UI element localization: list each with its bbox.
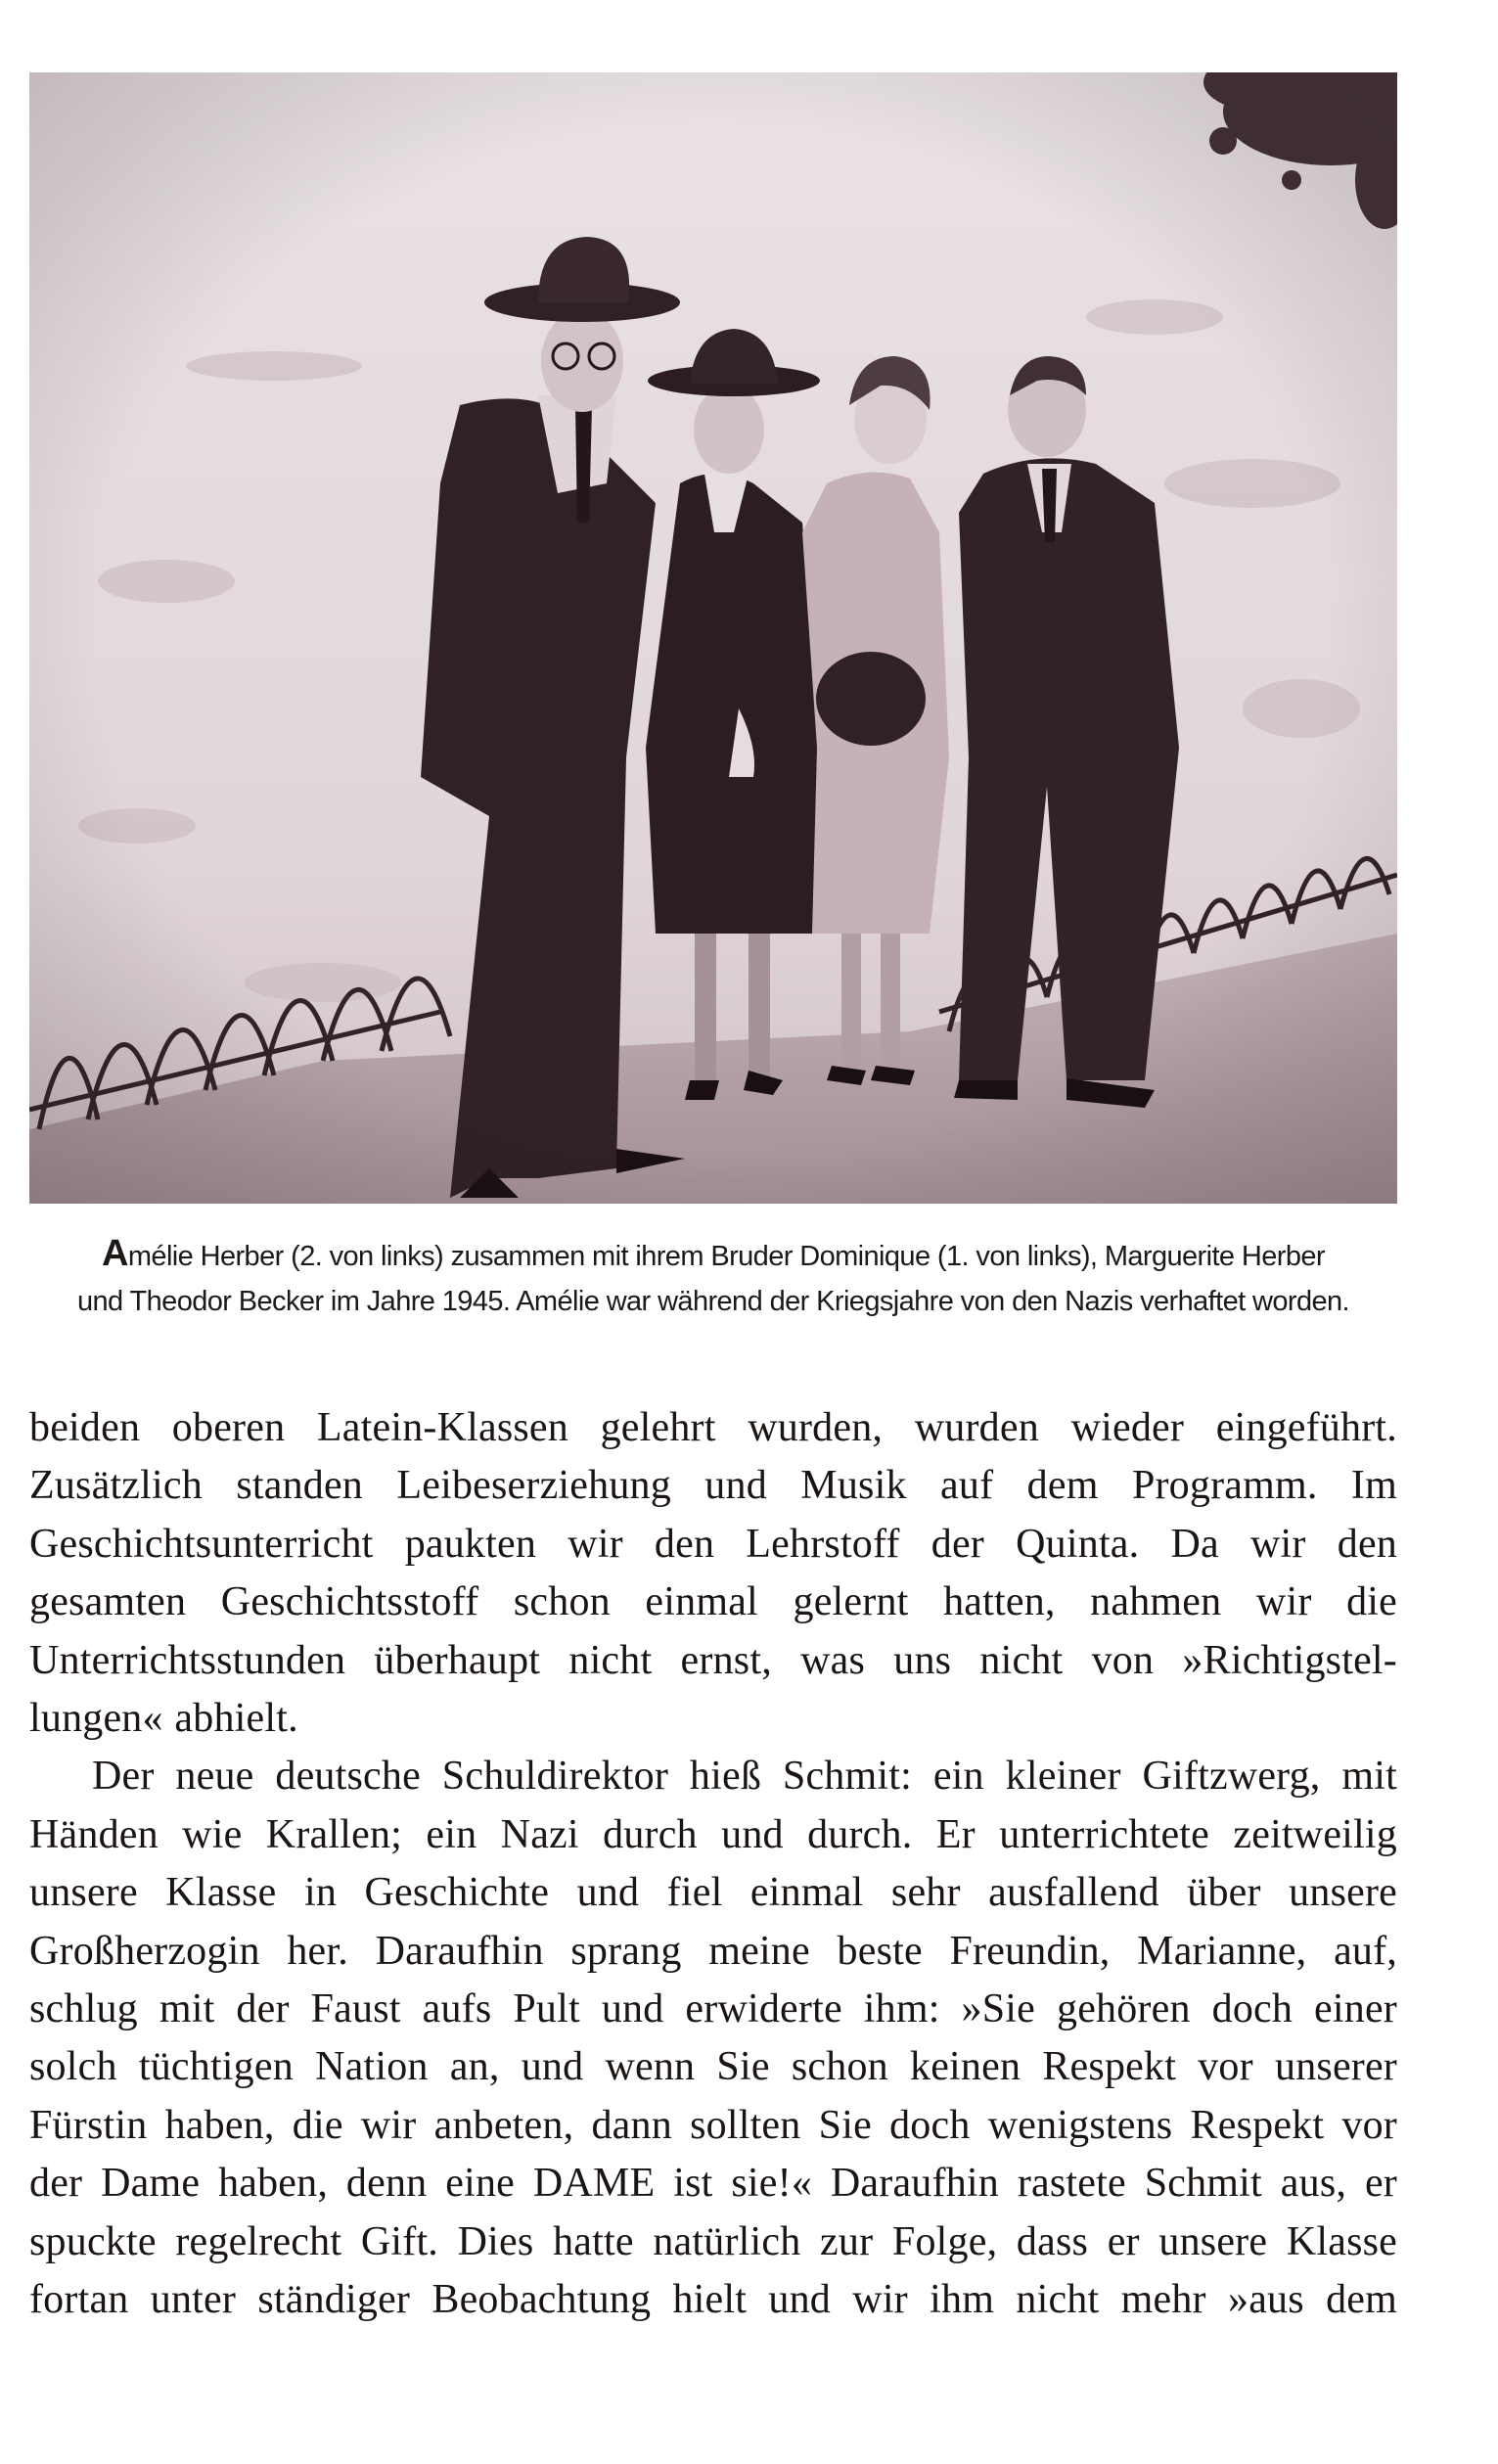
text-line: Der neue deutsche Schuldirektor hieß Schmit: ein kleiner Giftzwerg, mit <box>92 1754 1397 1800</box>
paragraph-2 <box>29 1748 1397 2329</box>
text-line: Zusätzlich standen Leibeserziehung und Musik auf dem Programm. Im <box>29 1463 1397 1509</box>
text-line: Unterrichtsstunden überhaupt nicht ernst, was uns nicht von »Richtigstel- <box>29 1637 1397 1683</box>
text-line: beiden oberen Latein-Klassen gelehrt wurden, wurden wieder eingeführt. <box>29 1405 1397 1450</box>
caption-line-1: Amélie Herber (2. von links) zusammen mit ihrem Bruder Dominique (1. von links), Marguerite Herber <box>102 1233 1325 1274</box>
text-line: Großherzogin her. Daraufhin sprang meine beste Freundin, Marianne, auf, <box>29 1928 1397 1974</box>
photo-caption <box>29 1231 1397 1324</box>
text-line: Fürstin haben, die wir anbeten, dann sollten Sie doch wenigstens Respekt vor <box>29 2102 1397 2148</box>
caption-dropcap: A <box>102 1233 128 1274</box>
body-text <box>29 1399 1397 2330</box>
text-line: spuckte regelrecht Gift. Dies hatte natürlich zur Folge, dass er unsere Klasse <box>29 2218 1397 2264</box>
text-line: Geschichtsunterricht paukten wir den Lehrstoff der Quinta. Da wir den <box>29 1521 1397 1567</box>
caption-line-2: und Theodor Becker im Jahre 1945. Amélie war während der Kriegsjahre von den Nazis verhaftet worden. <box>77 1286 1349 1317</box>
group-photo <box>29 72 1397 1204</box>
text-line: schlug mit der Faust aufs Pult und erwiderte ihm: »Sie gehören doch einer <box>29 1986 1397 2032</box>
text-line: der Dame haben, denn eine DAME ist sie!« Daraufhin rastete Schmit aus, er <box>29 2161 1397 2207</box>
text-line: fortan unter ständiger Beobachtung hielt und wir ihm nicht mehr »aus dem <box>29 2277 1397 2323</box>
text-line: Händen wie Krallen; ein Nazi durch und durch. Er unterrichtete zeitweilig <box>29 1811 1397 1857</box>
text-line: lungen« abhielt. <box>29 1696 298 1742</box>
text-line: unsere Klasse in Geschichte und fiel einmal sehr ausfallend über unsere <box>29 1870 1397 1916</box>
paragraph-1 <box>29 1399 1397 1748</box>
text-line: gesamten Geschichtsstoff schon einmal gelernt hatten, nahmen wir die <box>29 1579 1397 1625</box>
text-line: solch tüchtigen Nation an, und wenn Sie schon keinen Respekt vor unserer <box>29 2044 1397 2090</box>
